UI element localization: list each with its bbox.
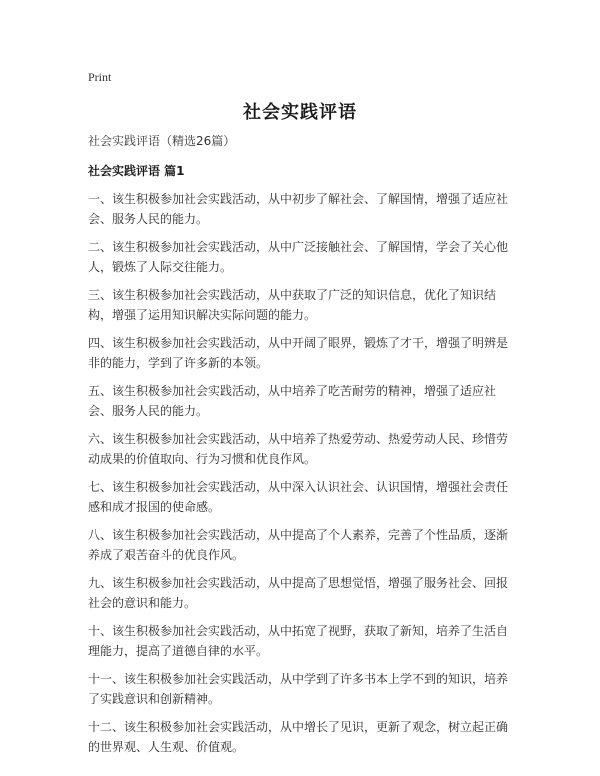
page-title: 社会实践评语 — [243, 102, 357, 123]
document-body — [88, 131, 518, 757]
paragraph-8: 八、该生积极参加社会实践活动，从中提高了个人素养，完善了个性品质，逐渐养成了艰苦奋斗的优良作风。 — [88, 528, 509, 562]
document-subtitle: 社会实践评语（精选26篇） — [88, 134, 236, 148]
paragraph-12: 十二、该生积极参加社会实践活动，从中增长了见识，更新了观念，树立起正确的世界观、人生观、价值观。 — [88, 720, 509, 754]
print-link[interactable]: Print — [88, 70, 112, 84]
paragraph-5: 五、该生积极参加社会实践活动，从中培养了吃苦耐劳的精神，增强了适应社会、服务人民的能力。 — [88, 384, 497, 418]
paragraph-10: 十、该生积极参加社会实践活动，从中拓宽了视野，获取了新知，培养了生活自理能力，提高了道德自律的水平。 — [88, 624, 509, 658]
paragraph-7: 七、该生积极参加社会实践活动，从中深入认识社会、认识国情，增强社会责任感和成才报国的使命感。 — [88, 480, 509, 514]
paragraph-9: 九、该生积极参加社会实践活动，从中提高了思想觉悟，增强了服务社会、回报社会的意识和能力。 — [88, 576, 509, 610]
paragraph-4: 四、该生积极参加社会实践活动，从中开阔了眼界，锻炼了才干，增强了明辨是非的能力，学到了许多新的本领。 — [88, 336, 509, 370]
paragraph-6: 六、该生积极参加社会实践活动，从中培养了热爱劳动、热爱劳动人民、珍惜劳动成果的价值取向、行为习惯和优良作风。 — [88, 432, 509, 466]
section-heading: 社会实践评语 篇1 — [88, 164, 185, 178]
paragraph-2: 二、该生积极参加社会实践活动，从中广泛接触社会、了解国情，学会了关心他人，锻炼了人际交往能力。 — [88, 240, 509, 274]
paragraph-3: 三、该生积极参加社会实践活动，从中获取了广泛的知识信息，优化了知识结构，增强了运用知识解决实际问题的能力。 — [88, 288, 497, 322]
paragraph-11: 十一、该生积极参加社会实践活动，从中学到了许多书本上学不到的知识，培养了实践意识和创新精神。 — [88, 672, 509, 706]
paragraph-1: 一、该生积极参加社会实践活动，从中初步了解社会、了解国情，增强了适应社会、服务人民的能力。 — [88, 192, 509, 226]
